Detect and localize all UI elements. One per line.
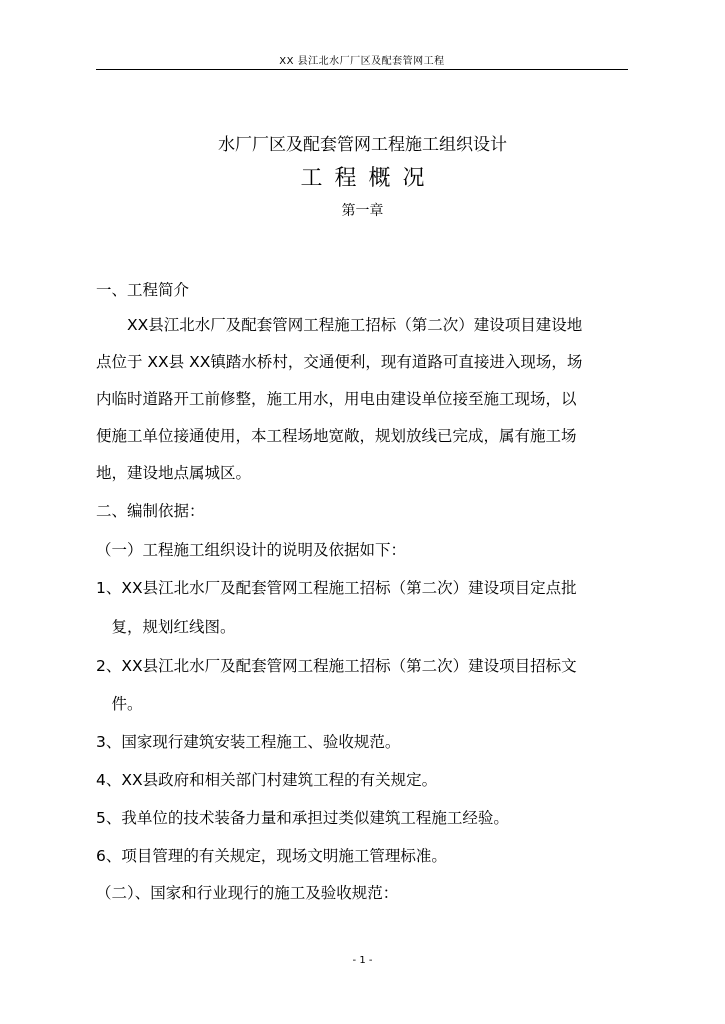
list-item-continuation: 复，规划红线图。 bbox=[96, 618, 236, 636]
list-item: 5、我单位的技术装备力量和承担过类似建筑工程施工经验。 bbox=[96, 809, 509, 827]
list-item: 6、项目管理的有关规定，现场文明施工管理标准。 bbox=[96, 847, 447, 865]
page-number: - 1 - bbox=[352, 955, 373, 966]
subheading-basis: 二、编制依据： bbox=[96, 502, 205, 520]
subheading-basis-1: （一）工程施工组织设计的说明及依据如下： bbox=[96, 541, 407, 559]
body-line: 内临时道路开工前修整，施工用水，用电由建设单位接至施工现场，以 bbox=[96, 390, 577, 408]
body-line: 点位于 XX县 XX镇踏水桥村，交通便利，现有道路可直接进入现场，场 bbox=[96, 353, 583, 371]
document-title: 水厂厂区及配套管网工程施工组织设计 bbox=[218, 135, 507, 155]
list-item: 1、XX县江北水厂及配套管网工程施工招标（第二次）建设项目定点批 bbox=[96, 579, 577, 597]
body-line: 便施工单位接通使用，本工程场地宽敞，规划放线已完成，属有施工场 bbox=[96, 427, 577, 445]
list-item: 3、国家现行建筑安装工程施工、验收规范。 bbox=[96, 733, 401, 751]
chapter-label: 第一章 bbox=[341, 203, 384, 219]
list-item: 4、XX县政府和相关部门村建筑工程的有关规定。 bbox=[96, 771, 438, 789]
body-line: 地，建设地点属城区。 bbox=[96, 464, 252, 482]
header-rule bbox=[96, 69, 628, 70]
body-line: XX县江北水厂及配套管网工程施工招标（第二次）建设项目建设地 bbox=[96, 316, 583, 334]
section-heading: 工程概况 bbox=[300, 166, 437, 191]
list-item: 2、XX县江北水厂及配套管网工程施工招标（第二次）建设项目招标文 bbox=[96, 657, 577, 675]
running-header: XX 县江北水厂厂区及配套管网工程 bbox=[279, 56, 445, 67]
subheading-project-intro: 一、工程简介 bbox=[96, 281, 190, 299]
subheading-basis-2: （二）、国家和行业现行的施工及验收规范： bbox=[96, 884, 399, 902]
list-item-continuation: 件。 bbox=[96, 695, 143, 713]
